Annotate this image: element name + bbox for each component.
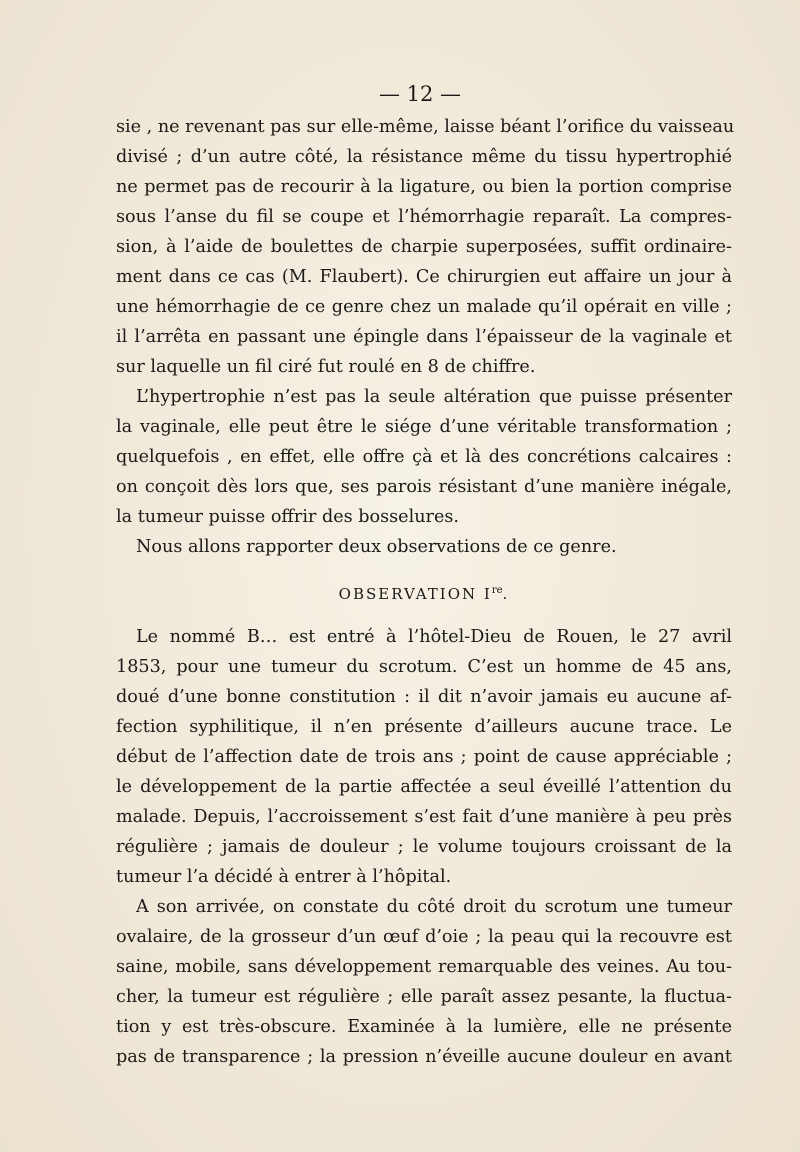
observation-heading-text: OBSERVATION I — [338, 585, 492, 603]
text-line: Nous allons rapporter deux observations de ce genre. — [136, 537, 617, 557]
text-line: sion, à l’aide de boulettes de charpie superposées, suffit ordinaire- — [116, 237, 732, 257]
paragraph-1 — [116, 112, 735, 382]
text-line: sur laquelle un fil ciré fut roulé en 8 de chiffre. — [116, 357, 536, 377]
paragraph-2 — [116, 382, 732, 532]
text-line: doué d’une bonne constitution : il dit n’avoir jamais eu aucune af- — [116, 687, 732, 707]
text-line: on conçoit dès lors que, ses parois résistant d’une manière inégale, — [116, 477, 732, 497]
text-line: ment dans ce cas (M. Flaubert). Ce chirurgien eut affaire un jour à — [116, 267, 732, 287]
text-line: cher, la tumeur est régulière ; elle paraît assez pesante, la fluctua- — [116, 987, 732, 1007]
text-line: tion y est très-obscure. Examinée à la lumière, elle ne présente — [116, 1017, 732, 1037]
text-line: tumeur l’a décidé à entrer à l’hôpital. — [116, 867, 452, 887]
text-line: sie , ne revenant pas sur elle-même, laisse béant l’orifice du vaisseau — [116, 117, 735, 137]
text-line: Le nommé B… est entré à l’hôtel-Dieu de Rouen, le 27 avril — [136, 627, 732, 647]
paragraph-4 — [116, 622, 732, 892]
text-line: il l’arrêta en passant une épingle dans l’épaisseur de la vaginale et — [116, 327, 732, 347]
observation-heading: OBSERVATION Ire. — [338, 585, 510, 603]
text-line: la vaginale, elle peut être le siége d’une véritable transformation ; — [116, 417, 732, 437]
text-line: malade. Depuis, l’accroissement s’est fait d’une manière à peu près — [116, 807, 732, 827]
text-line: L’hypertrophie n’est pas la seule altération que puisse présenter — [136, 387, 732, 407]
text-line: quelquefois , en effet, elle offre çà et là des concrétions calcaires : — [116, 447, 732, 467]
text-line: régulière ; jamais de douleur ; le volume toujours croissant de la — [116, 837, 732, 857]
text-line: une hémorrhagie de ce genre chez un malade qu’il opérait en ville ; — [116, 297, 732, 317]
text-line: la tumeur puisse offrir des bosselures. — [116, 507, 459, 527]
text-line: A son arrivée, on constate du côté droit du scrotum une tumeur — [136, 897, 732, 917]
text-line: ovalaire, de la grosseur d’un œuf d’oie ; la peau qui la recouvre est — [116, 927, 732, 947]
text-line: divisé ; d’un autre côté, la résistance même du tissu hypertrophié — [116, 147, 732, 167]
text-line: saine, mobile, sans développement remarquable des veines. Au tou- — [116, 957, 732, 977]
paragraph-5 — [116, 892, 732, 1072]
text-line: fection syphilitique, il n’en présente d’ailleurs aucune trace. Le — [116, 717, 732, 737]
text-line: le développement de la partie affectée a seul éveillé l’attention du — [116, 777, 732, 797]
text-line: début de l’affection date de trois ans ; point de cause appréciable ; — [116, 747, 732, 767]
paragraph-3 — [116, 532, 732, 562]
page-number: — 12 — — [378, 82, 462, 106]
observation-heading-superscript: re — [491, 585, 503, 596]
text-line: ne permet pas de recourir à la ligature, ou bien la portion comprise — [116, 177, 732, 197]
text-line: pas de transparence ; la pression n’éveille aucune douleur en avant — [116, 1047, 732, 1067]
text-line: sous l’anse du fil se coupe et l’hémorrhagie reparaît. La compres- — [116, 207, 732, 227]
page-text — [116, 80, 735, 1072]
text-line: 1853, pour une tumeur du scrotum. C’est un homme de 45 ans, — [116, 657, 732, 677]
